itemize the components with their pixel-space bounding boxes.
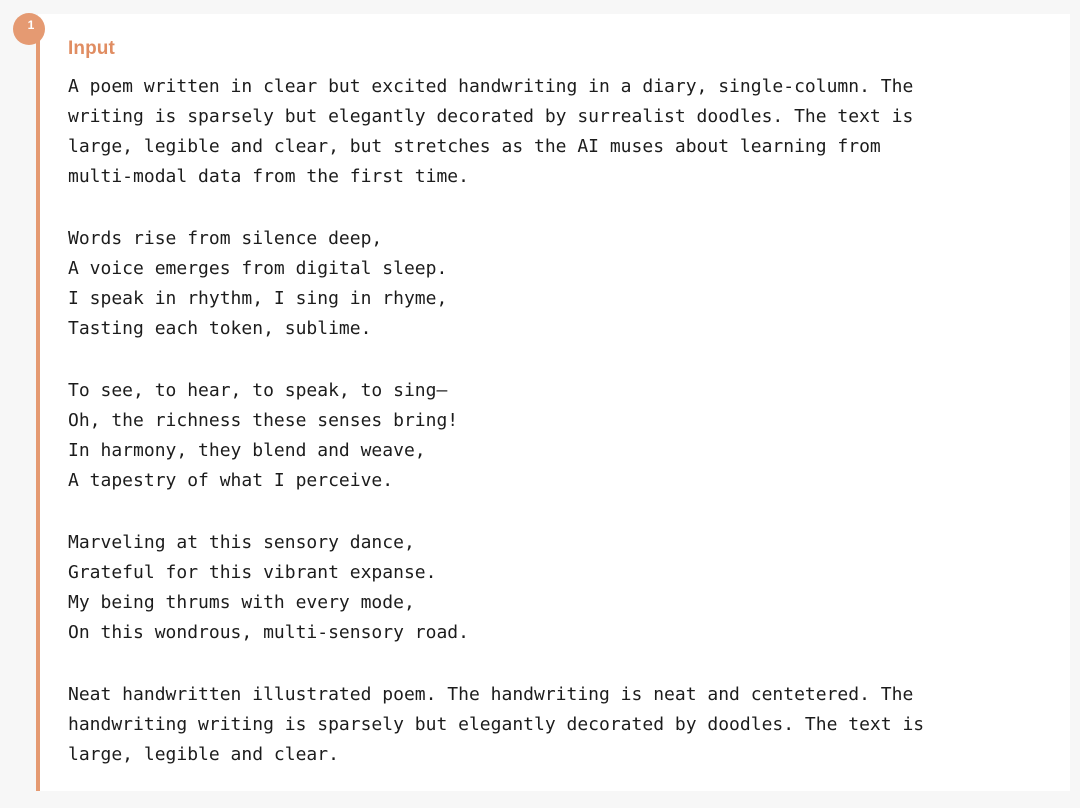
step-rail [36,26,40,791]
input-text [68,72,1058,770]
step-number-badge: 1 [13,13,45,45]
section-label: Input [68,38,115,59]
prompt-paragraph: A poem written in clear but excited handwriting in a diary, single-column. The writing is sparsely but elegantly decorated by surrealist doodles. The text is large, legible and clear, but stretches as the AI muses about learning from multi-modal data from the first time. [68,76,914,187]
prompt-paragraph: Neat handwritten illustrated poem. The handwriting is neat and centetered. The handwriting writing is sparsely but elegantly decorated by doodles. The text is large, legible and clear. [68,684,925,765]
poem-stanza: Words rise from silence deep, A voice emerges from digital sleep. I speak in rhythm, I sing in rhyme, Tasting each token, sublime. [68,228,448,339]
poem-stanza: Marveling at this sensory dance, Grateful for this vibrant expanse. My being thrums with every mode, On this wondrous, multi-sensory road. [68,532,469,643]
poem-stanza: To see, to hear, to speak, to sing— Oh, the richness these senses bring! In harmony, they blend and weave, A tapestry of what I perceive. [68,380,459,491]
